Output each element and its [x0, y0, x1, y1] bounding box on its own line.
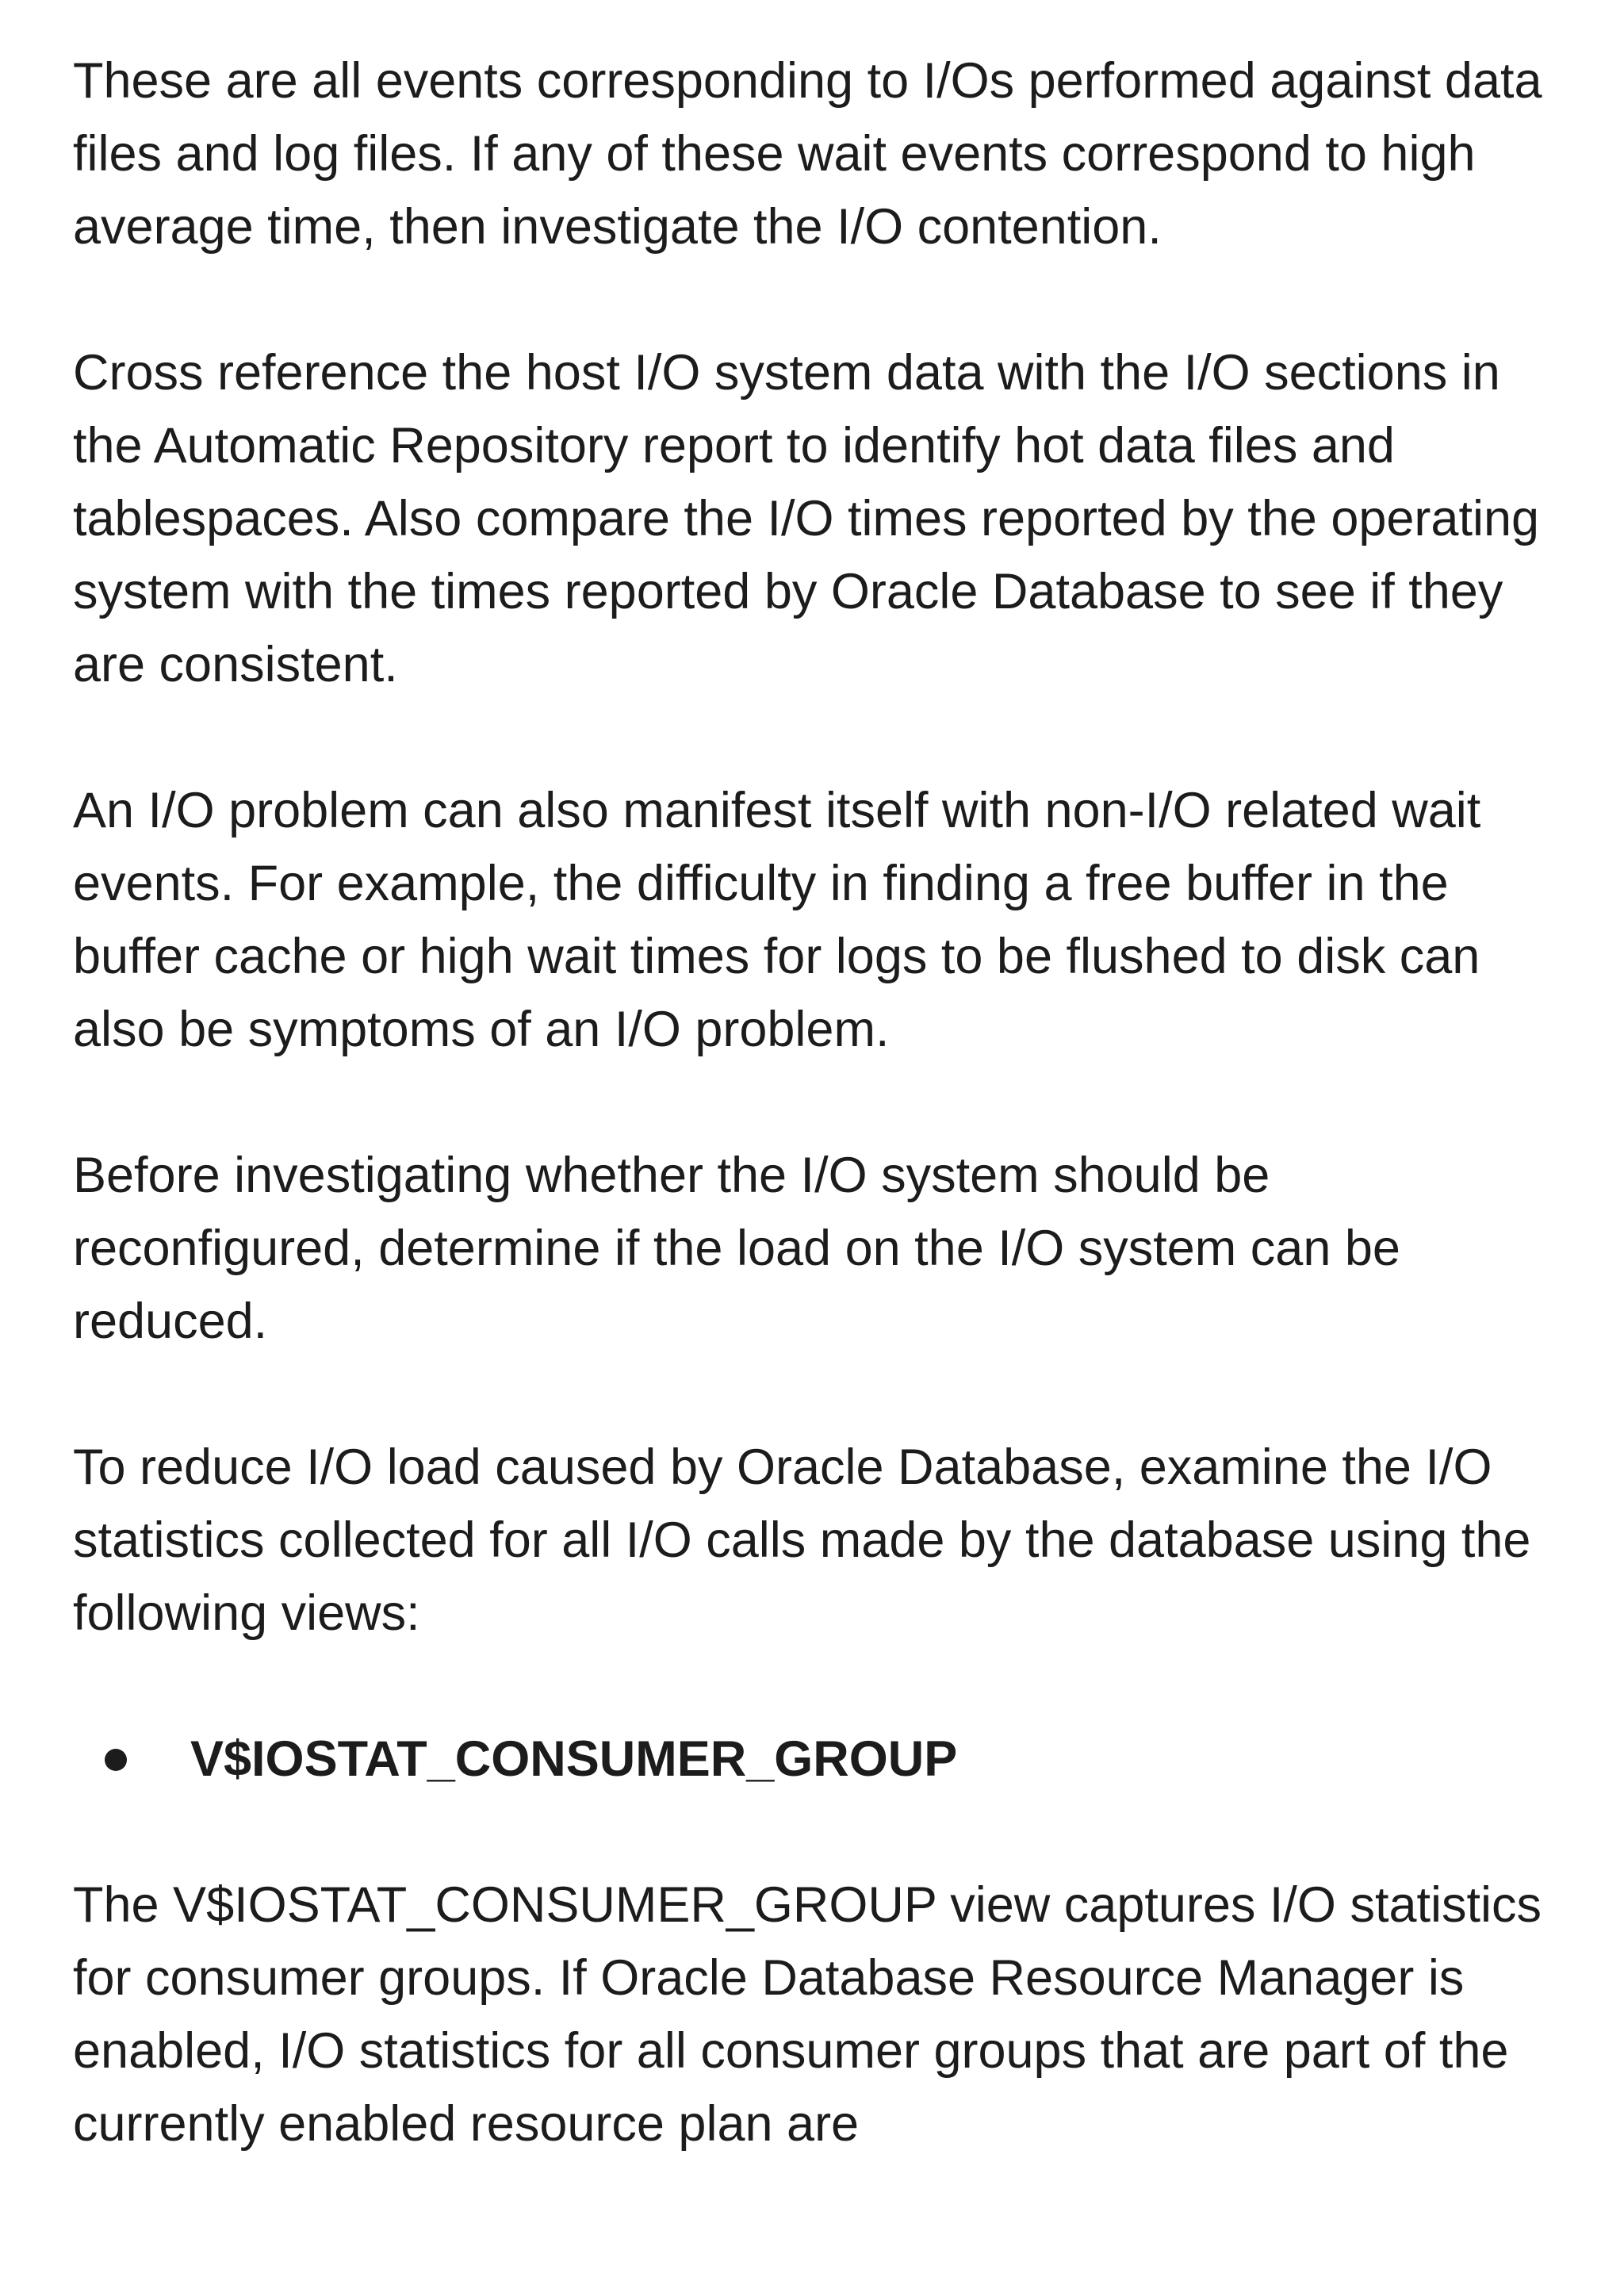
- paragraph-consumer-group-view: The V$IOSTAT_CONSUMER_GROUP view captures I/O statistics for consumer groups. If Oracle Database Resource Manager is enabled, I/O statistics for all consumer groups that are part of the currently enabled resource plan are: [73, 1877, 1542, 2152]
- document-body: [73, 44, 1572, 2233]
- paragraph-io-events: These are all events corresponding to I/Os performed against data files and log files. If any of these wait events correspond to high average time, then investigate the I/O contention.: [73, 53, 1542, 255]
- bullet-list-item: [73, 1723, 1572, 1796]
- paragraph-before-investigating: Before investigating whether the I/O system should be reconfigured, determine if the load on the I/O system can be reduced.: [73, 1148, 1400, 1349]
- paragraph-io-problem: An I/O problem can also manifest itself with non-I/O related wait events. For example, the difficulty in finding a free buffer in the buffer cache or high wait times for logs to be flushed to disk can also be symptoms of an I/O problem.: [73, 783, 1481, 1057]
- bullet-icon: [105, 1749, 127, 1771]
- paragraph-cross-reference: Cross reference the host I/O system data with the I/O sections in the Automatic Repository report to identify hot data files and tablespaces. Also compare the I/O times reported by the operating system with the times reported by Oracle Database to see if they are consistent.: [73, 345, 1540, 692]
- bullet-item-label: V$IOSTAT_CONSUMER_GROUP: [190, 1731, 958, 1787]
- paragraph-reduce-io-load: To reduce I/O load caused by Oracle Database, examine the I/O statistics collected for all I/O calls made by the database using the following views:: [73, 1439, 1531, 1641]
